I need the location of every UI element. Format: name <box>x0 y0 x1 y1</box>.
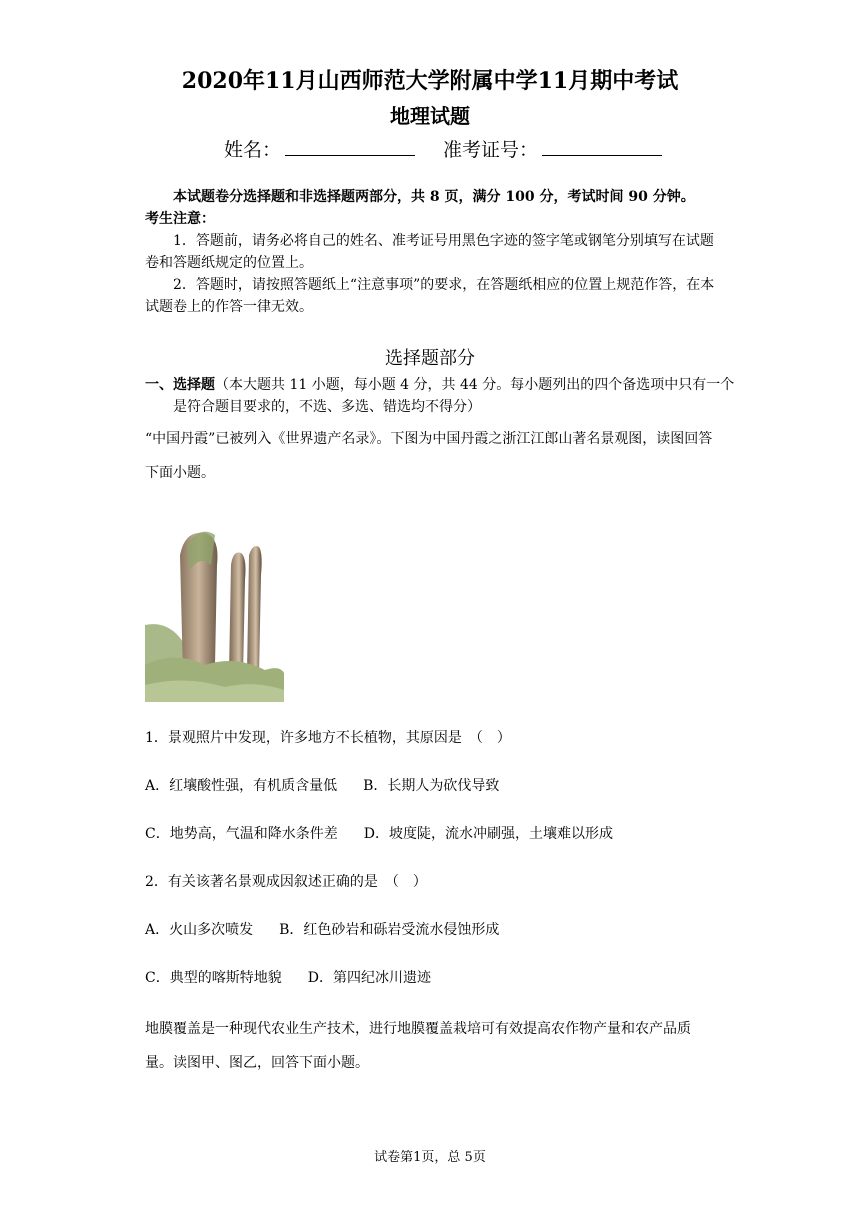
exam-title: 2020年11月山西师范大学附属中学11月期中考试 <box>181 68 679 94</box>
passage-1: “中国丹霞”已被列入《世界遗产名录》。下图为中国丹霞之浙江江郎山著名景观图，读图回答下面小题。 <box>145 431 713 481</box>
danxia-landscape-photo <box>145 525 284 702</box>
section-title: 选择题部分 <box>385 348 475 369</box>
question-1-stem: 1．景观照片中发现，许多地方不长植物，其原因是 （ ） <box>145 730 511 746</box>
exam-id-label: 准考证号： <box>443 139 539 161</box>
part-label: 一、选择题 <box>145 377 215 393</box>
q2-option-b[interactable]: B．红色砂岩和砾岩受流水侵蚀形成 <box>279 922 500 938</box>
q2-option-d[interactable]: D．第四纪冰川遗迹 <box>307 970 431 986</box>
q1-option-b[interactable]: B．长期人为砍伐导致 <box>363 778 500 794</box>
question-2-options-row-2 <box>145 967 431 987</box>
q1-option-c[interactable]: C．地势高，气温和降水条件差 <box>145 826 338 842</box>
question-2-options-row-1 <box>145 919 499 939</box>
page-footer: 试卷第1页，总 5页 <box>374 1150 486 1165</box>
exam-subtitle: 地理试题 <box>390 104 470 128</box>
notice-label: 考生注意： <box>145 211 215 227</box>
question-1-options-row-2 <box>145 823 613 843</box>
q2-option-a[interactable]: A．火山多次喷发 <box>145 922 254 938</box>
part-header <box>145 374 745 418</box>
student-id-line <box>224 135 662 162</box>
note-2: 2．答题时，请按照答题纸上“注意事项”的要求，在答题纸相应的位置上规范作答，在本试题卷上的作答一律无效。 <box>145 277 715 315</box>
passage-2: 地膜覆盖是一种现代农业生产技术，进行地膜覆盖栽培可有效提高农作物产量和农产品质量。读图甲、图乙，回答下面小题。 <box>145 1021 691 1071</box>
part-description: （本大题共 11 小题，每小题 4 分，共 44 分。每小题列出的四个备选项中只有一个是符合题目要求的，不选、多选、错选均不得分） <box>173 377 735 415</box>
question-1-options-row-1 <box>145 775 499 795</box>
q1-option-a[interactable]: A．红壤酸性强，有机质含量低 <box>145 778 338 794</box>
name-label: 姓名： <box>224 139 282 161</box>
name-blank[interactable] <box>285 137 415 156</box>
q1-option-d[interactable]: D．坡度陡，流水冲刷强，土壤难以形成 <box>363 826 613 842</box>
note-1: 1．答题前，请务必将自己的姓名、准考证号用黑色字迹的签字笔或钢笔分别填写在试题卷和答题纸规定的位置上。 <box>145 233 714 271</box>
q2-option-c[interactable]: C．典型的喀斯特地貌 <box>145 970 282 986</box>
question-2-stem: 2．有关该著名景观成因叙述正确的是 （ ） <box>145 874 427 890</box>
intro-text: 本试题卷分选择题和非选择题两部分，共 8 页，满分 100 分，考试时间 90 分钟。 <box>173 189 695 205</box>
exam-id-blank[interactable] <box>542 137 662 156</box>
